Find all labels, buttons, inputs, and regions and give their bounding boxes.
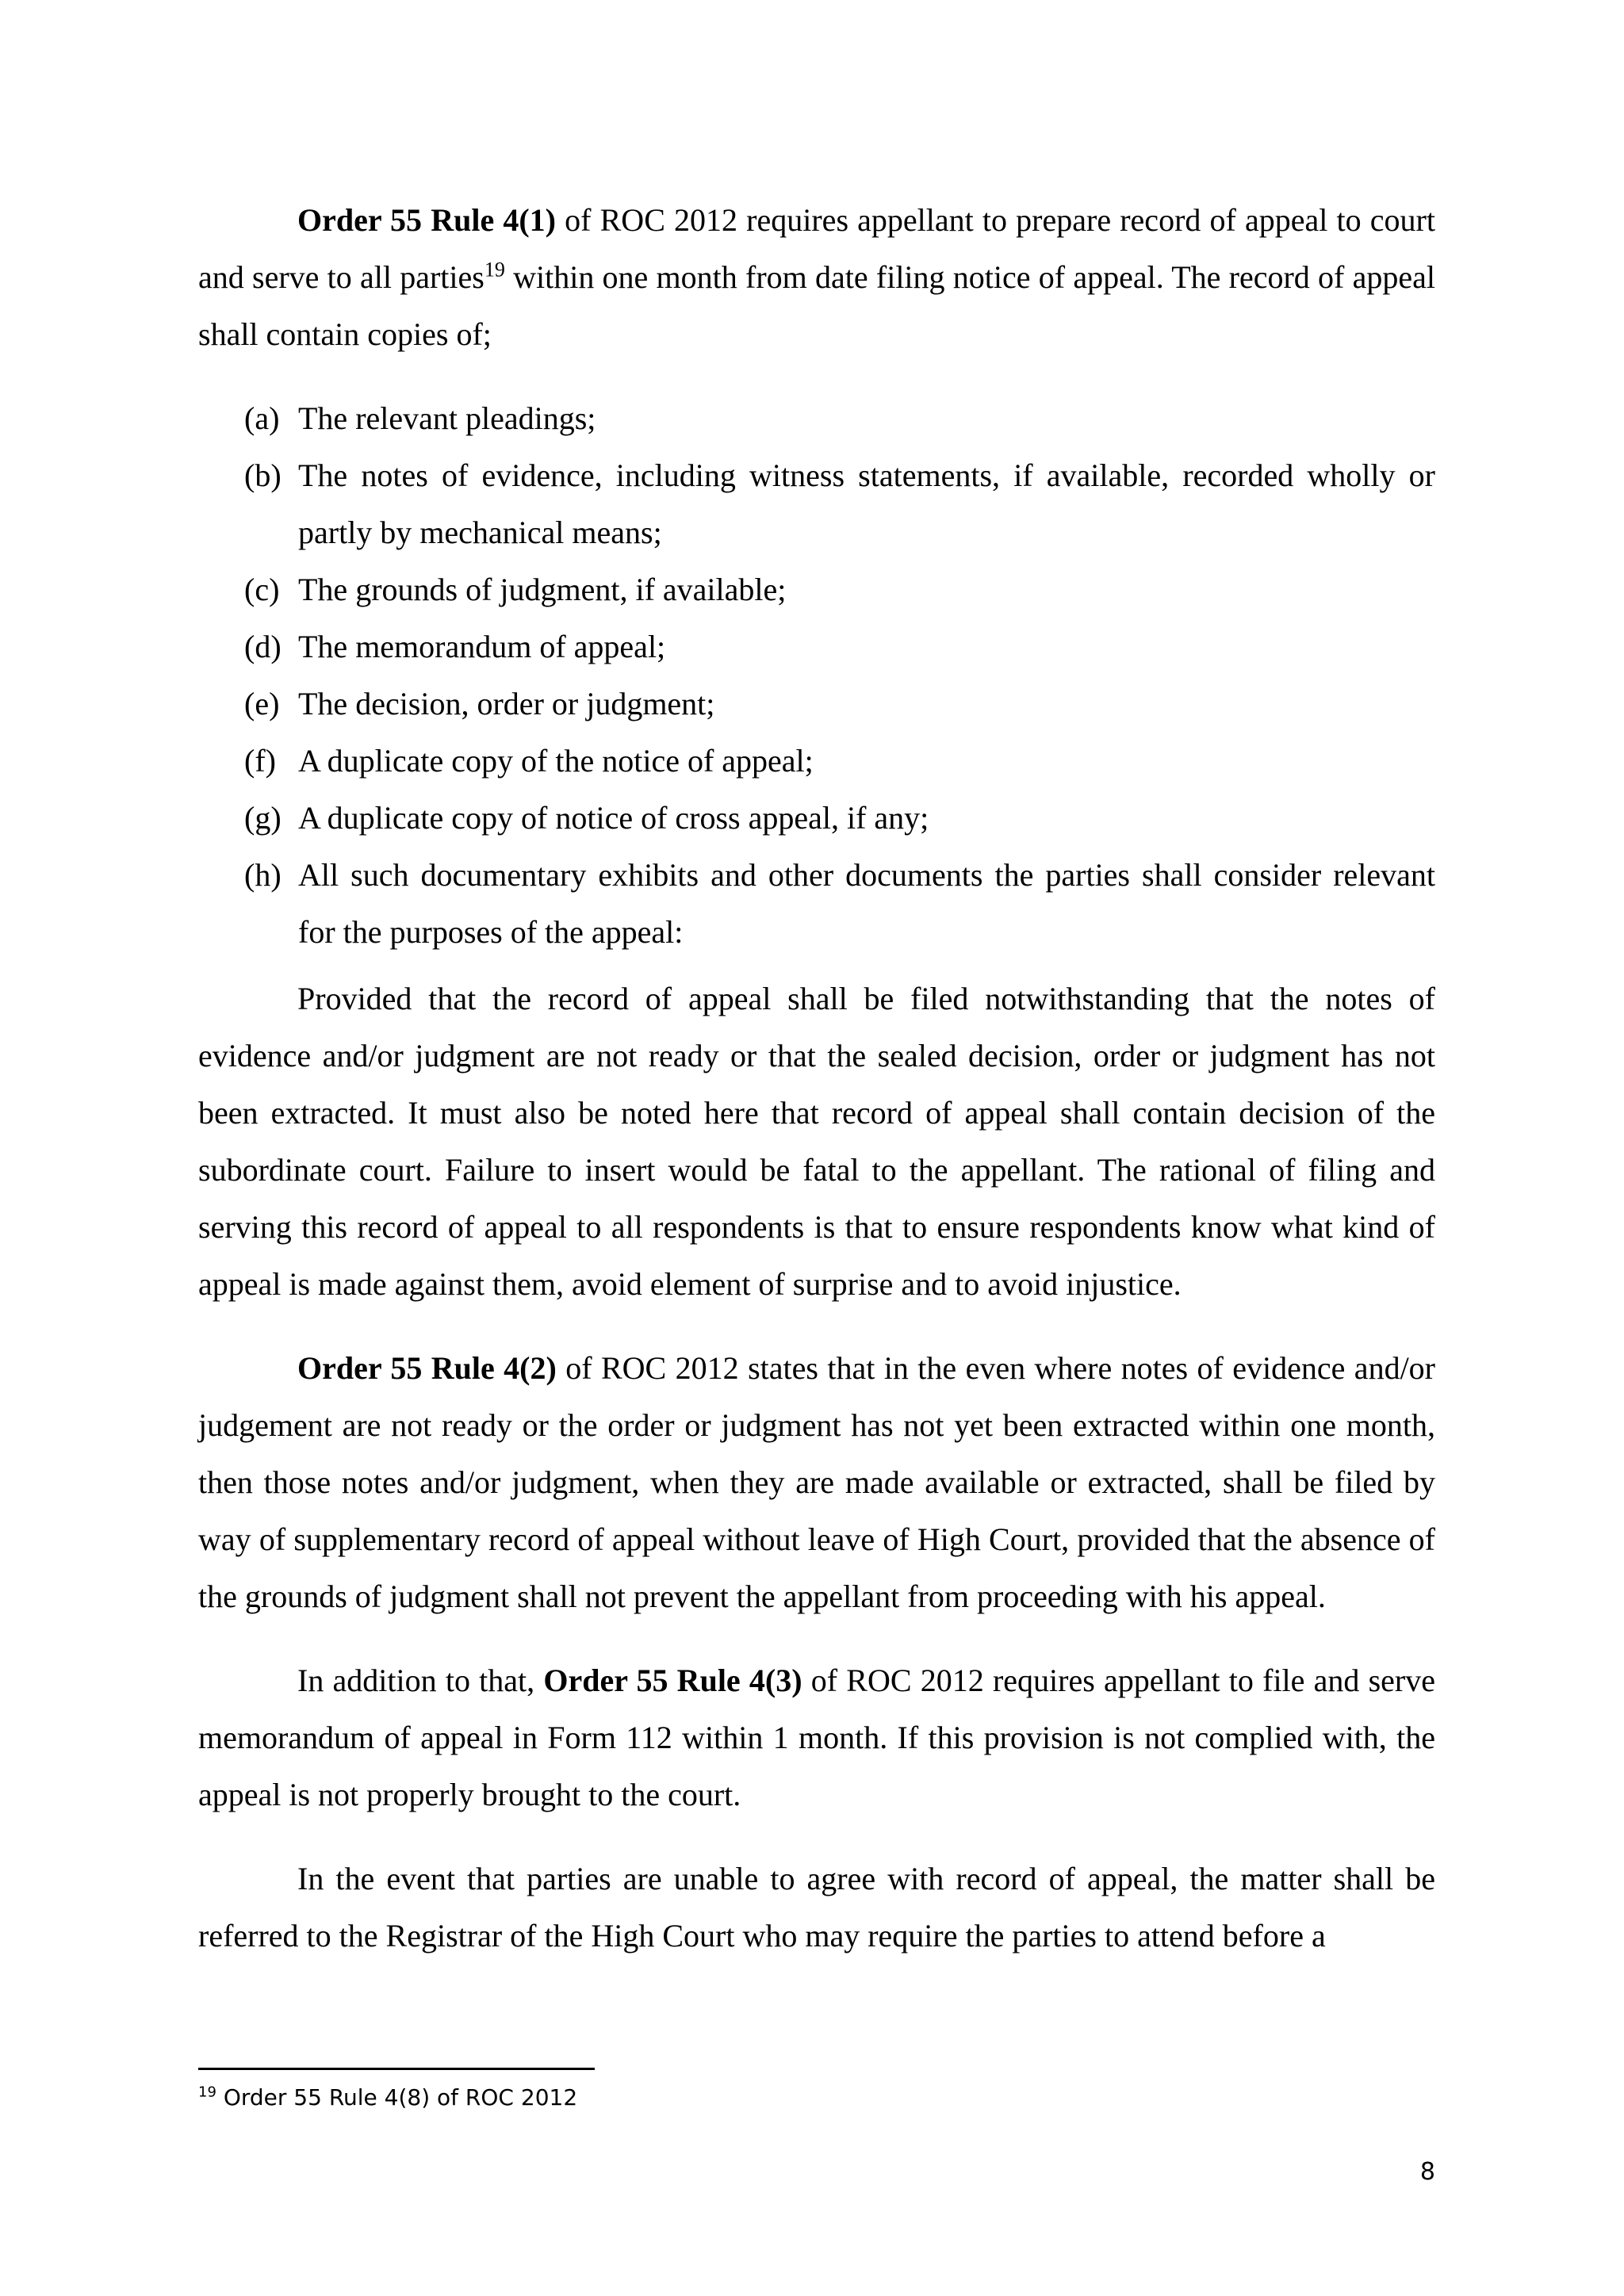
paragraph-text: within one month from date filing notice of appeal. The record of appeal shall contain copies of; [198,259,1435,352]
list-item [198,561,1435,618]
rule-reference: Order 55 Rule 4(2) [297,1350,557,1386]
footnote-text: Order 55 Rule 4(8) of ROC 2012 [223,2084,578,2110]
list-item-label: (c) [244,572,280,607]
list-item-text: A duplicate copy of notice of cross appeal, if any; [298,800,929,836]
record-of-appeal-contents-list [198,390,1435,961]
paragraph-order-55-rule-4-3 [198,1652,1435,1823]
list-item [198,790,1435,847]
list-item-label: (g) [244,800,282,836]
paragraph-text: of ROC 2012 states that in the even where notes of evidence and/or judgement are not ready or the order or judgment has not yet been extracted within one month, then those notes and/or judgment, when they are made available or extracted, shall be filed by way of supplementary record of appeal without leave of High Court, provided that the absence of the grounds of judgment shall not prevent the appellant from proceeding with his appeal. [198,1350,1435,1614]
footnote-reference[interactable]: 19 [484,258,505,281]
list-item [198,390,1435,447]
paragraph-order-55-rule-4-2 [198,1340,1435,1625]
list-item [198,847,1435,961]
list-item-text: A duplicate copy of the notice of appeal; [298,743,814,779]
paragraph-registrar [198,1850,1435,1965]
rule-reference: Order 55 Rule 4(1) [297,202,556,238]
paragraph-text: Provided that the record of appeal shall be filed notwithstanding that the notes of evidence and/or judgment are not ready or that the sealed decision, order or judgment has not been extracted. It must also be noted here that record of appeal shall contain decision of the subordinate court. Failure to insert would be fatal to the appellant. The rational of filing and serving this record of appeal to all respondents is that to ensure respondents know what kind of appeal is made against them, avoid element of surprise and to avoid injustice. [198,981,1435,1302]
footnote [198,2082,577,2114]
list-item-text: The memorandum of appeal; [298,629,666,664]
list-item-text: The relevant pleadings; [298,400,596,436]
list-item-label: (b) [244,457,282,493]
list-item-text: The notes of evidence, including witness statements, if available, recorded wholly or partly by mechanical means; [298,457,1435,550]
paragraph-text: of ROC 2012 requires appellant to file and serve memorandum of appeal in Form 112 within 1 month. If this provision is not complied with, the appeal is not properly brought to the court. [198,1663,1435,1812]
rule-reference: Order 55 Rule 4(3) [543,1663,802,1698]
list-item-text: The grounds of judgment, if available; [298,572,787,607]
body-text [198,192,1435,1965]
footnote-number: 19 [198,2084,216,2101]
list-item [198,447,1435,561]
list-item-label: (a) [244,400,280,436]
list-item-text: The decision, order or judgment; [298,686,715,721]
page-number: 8 [1419,2158,1435,2186]
paragraph-text: of ROC 2012 requires appellant to prepare record of appeal to court and serve to all parties [198,202,1435,295]
list-item-label: (h) [244,857,282,893]
footnote-separator [198,2068,595,2070]
list-item [198,733,1435,790]
list-item-text: All such documentary exhibits and other documents the parties shall consider relevant for the purposes of the appeal: [298,857,1435,950]
paragraph-text: In the event that parties are unable to agree with record of appeal, the matter shall be referred to the Registrar of the High Court who may require the parties to attend before a [198,1861,1435,1954]
list-item-label: (d) [244,629,282,664]
paragraph-proviso [198,970,1435,1313]
list-item-label: (e) [244,686,280,721]
paragraph-lead: In addition to that, [297,1663,544,1698]
list-item-label: (f) [244,743,276,779]
list-item [198,675,1435,733]
paragraph-order-55-rule-4-1 [198,192,1435,363]
list-item [198,618,1435,675]
